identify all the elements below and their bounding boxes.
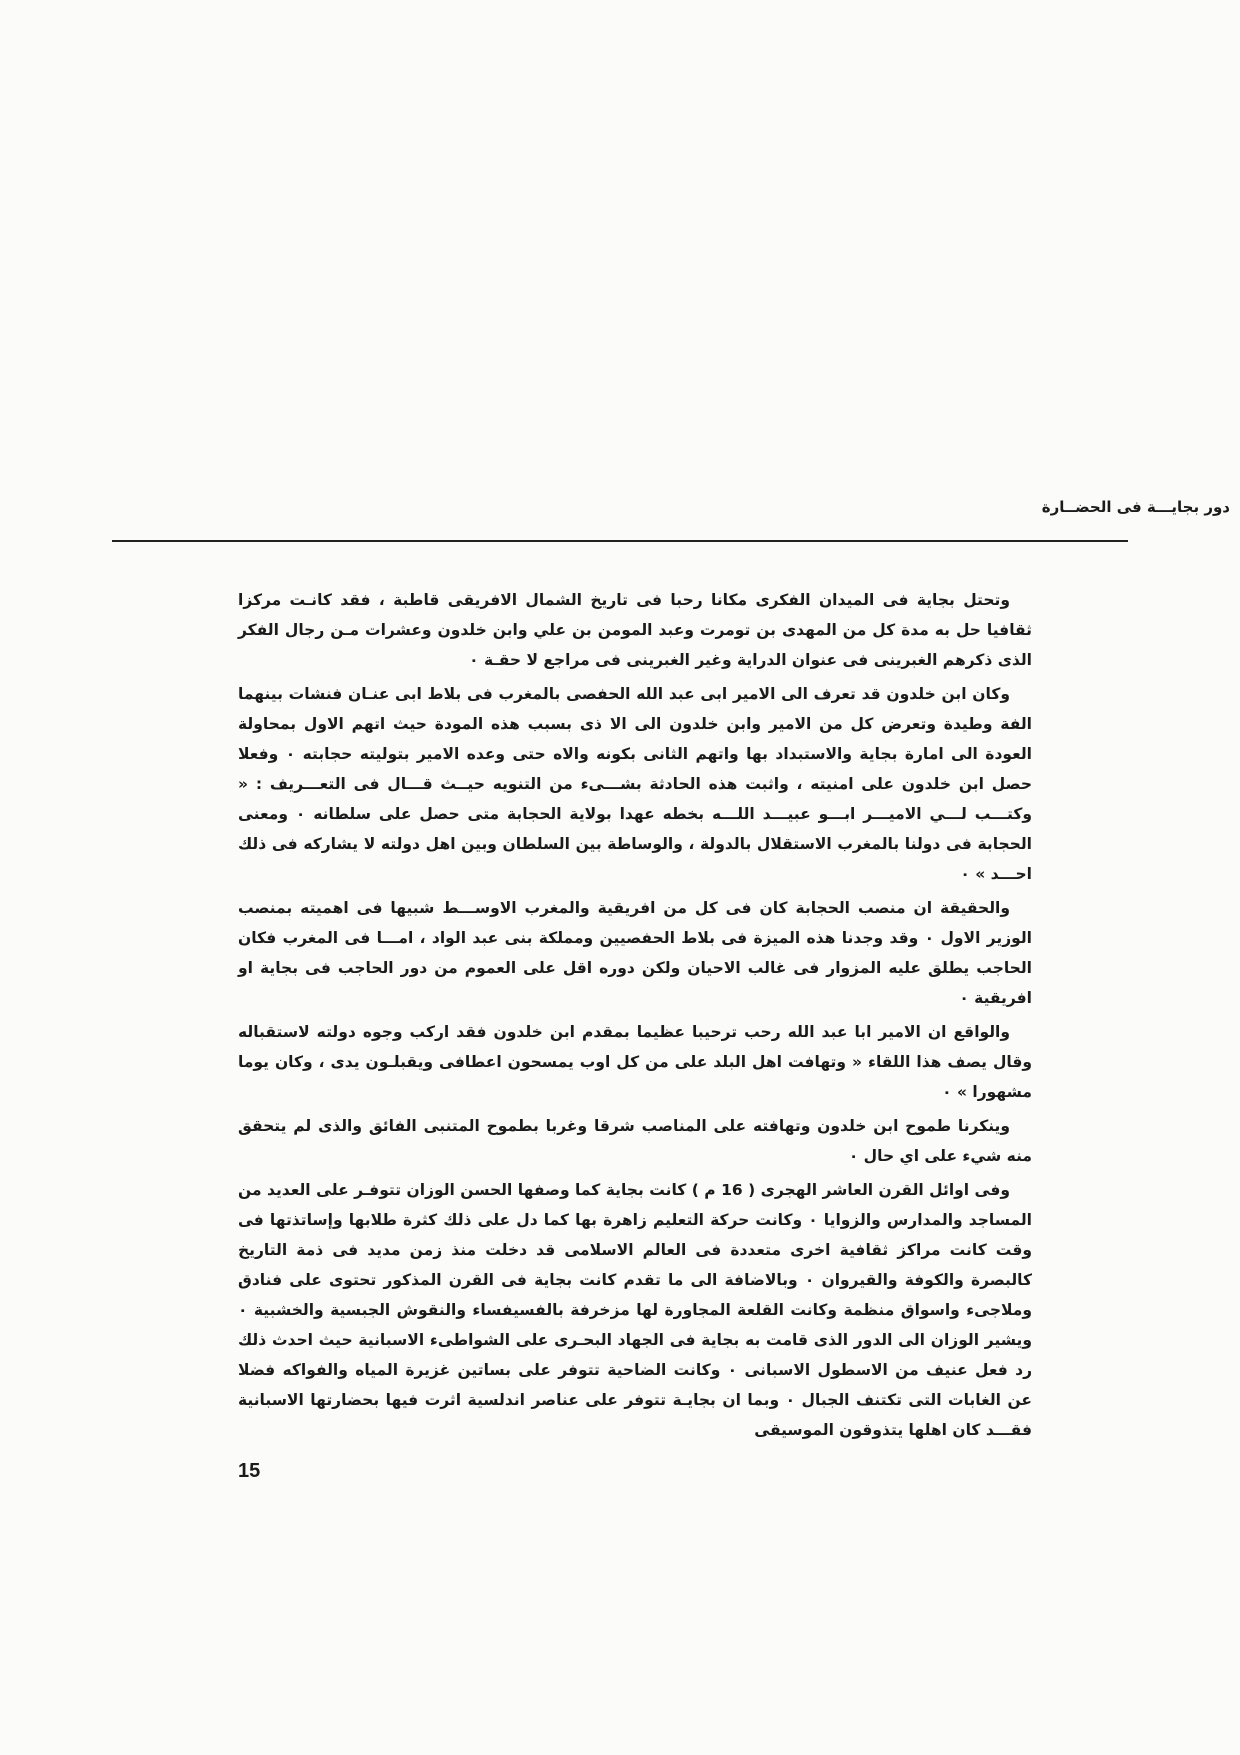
- paragraph: وينكرنا طموح ابن خلدون وتهافته على المناصب شرقا وغربا بطموح المتنبى الفائق والذى لم يتحقق منه شيء على اي حال ٠: [238, 1117, 1032, 1165]
- page-number: 15: [238, 1460, 261, 1482]
- paragraph: وتحتل بجاية فى الميدان الفكرى مكانا رحبا فى تاريخ الشمال الافريقى قاطبة ، فقد كانـت مركزا ثقافيا حل به مدة كل من المهدى بن تومرت وعبد المومن بن علي وابن خلدون وعشرات مـن رجال الفكر الذى ذكرهم الغبرينى فى عنوان الدراية وغير الغبرينى فى مراجع لا حقـة ٠: [238, 591, 1032, 669]
- paragraph: وفى اوائل القرن العاشر الهجرى ( 16 م ) كانت بجاية كما وصفها الحسن الوزان تتوفـر على العديد من المساجد والمدارس والزوايا ٠ وكانت حركة التعليم زاهرة بها كما دل على ذلك كثرة طلابها وإساتذتها فى وقت كانت مراكز ثقافية اخرى متعددة فى العالم الاسلامى قد دخلت منذ زمن مديد فى ذمة التاريخ كالبصرة والكوفة والقيروان ٠ وبالاضافة الى ما تقدم كانت بجاية فى القرن المذكور تحتوى على فنادق وملاجىء واسواق منظمة وكانت القلعة المجاورة لها مزخرفة بالفسيفساء والنقوش الجبسية والخشبية ٠ ويشير الوزان الى الدور الذى قامت به بجاية فى الجهاد البحـرى على الشواطىء الاسبانية حيث احدث ذلك رد فعل عنيف من الاسطول الاسبانى ٠ وكانت الضاحية تتوفر على بساتين غزيرة المياه والفواكه فضلا عن الغابات التى تكتنف الجبال ٠ وبما ان بجايـة تتوفر على عناصر اندلسية اثرت فيها بحضارتها الاسبانية فقـــد كان اهلها يتذوقون الموسيقى: [238, 1181, 1032, 1439]
- paragraph: والواقع ان الامير ابا عبد الله رحب ترحيبا عظيما بمقدم ابن خلدون فقد اركب وجوه دولته لاستقباله وقال يصف هذا اللقاء « وتهافت اهل البلد على من كل اوب يمسحون اعطافى ويقبلـون يدى ، وكان يوما مشهورا » ٠: [238, 1023, 1032, 1101]
- header-rule: [112, 540, 1128, 542]
- body-text: [238, 585, 1032, 1449]
- running-header: دور بجايـــة فى الحضــارة: [1041, 498, 1230, 516]
- paragraph: وكان ابن خلدون قد تعرف الى الامير ابى عبد الله الحفصى بالمغرب فى بلاط ابى عنـان فنشات بينهما الفة وطيدة وتعرض كل من الامير وابن خلدون الى الا ذى بسبب هذه المودة حيث اتهم الاول بمحاولة العودة الى امارة بجاية والاستبداد بها واتهم الثانى بكونه والاه حتى وعده الامير بتوليته حجابته ٠ وفعلا حصل ابن خلدون على امنيته ، واثبت هذه الحادثة بشـــىء من التنويه حيــث قـــال فى التعـــريف : « وكتـــب لـــي الاميـــر ابـــو عبيـــد اللـــه بخطه عهدا بولاية الحجابة متى حصل على سلطانه ٠ ومعنى الحجابة فى دولنا بالمغرب الاستقلال بالدولة ، والوساطة بين السلطان وبين اهل دولته لا يشاركه فى ذلك احـــد » ٠: [238, 685, 1033, 883]
- paragraph: والحقيقة ان منصب الحجابة كان فى كل من افريقية والمغرب الاوســـط شبيها فى اهميته بمنصب الوزير الاول ٠ وقد وجدنا هذه الميزة فى بلاط الحفصيين ومملكة بنى عبد الواد ، امـــا فى المغرب فكان الحاجب يطلق عليه المزوار فى غالب الاحيان ولكن دوره اقل على العموم من دور الحاجب فى بجاية او افريقية ٠: [238, 899, 1032, 1007]
